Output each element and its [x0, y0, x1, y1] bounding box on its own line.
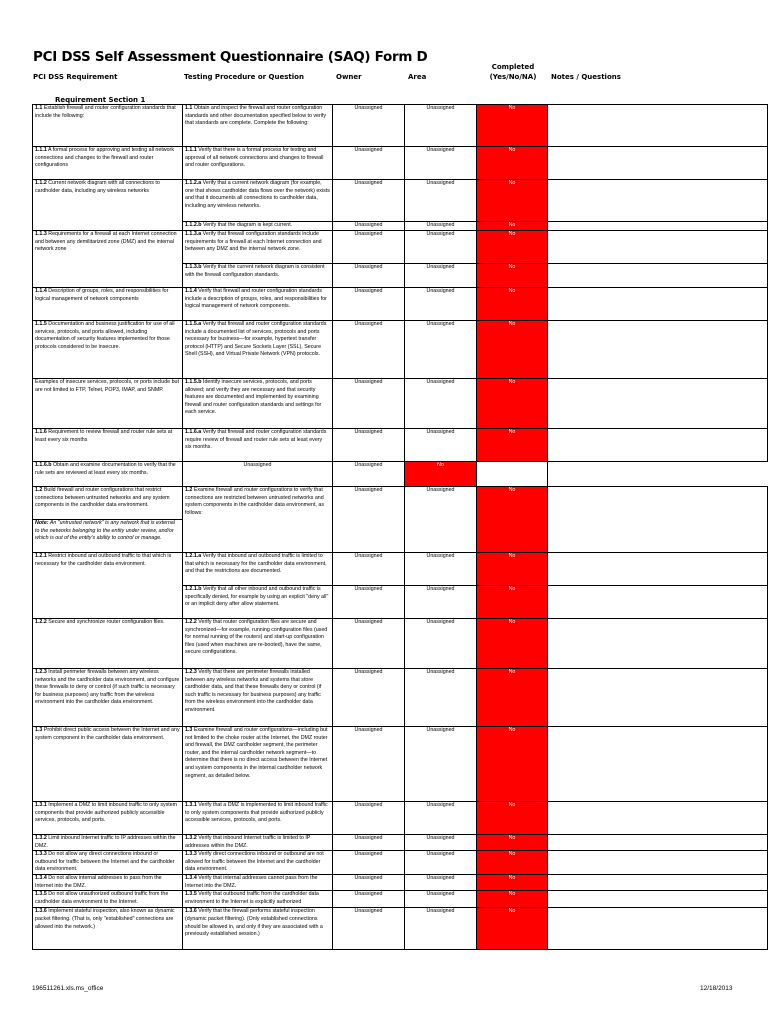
procedure-text: Verify that the diagram is kept current.: [201, 222, 293, 228]
owner-cell[interactable]: Unassigned: [333, 619, 405, 669]
testing-procedure-cell: [183, 802, 333, 835]
area-cell[interactable]: Unassigned: [405, 487, 477, 553]
requirement-text: Implement stateful inspection, also known as dynamic packet filtering. (That is, only "established" connections are allowed into the network.): [35, 908, 175, 930]
requirement-id: 1.2.2: [35, 619, 47, 625]
testing-procedure-cell: [183, 288, 333, 321]
procedure-id: 1.1.6.b: [35, 462, 52, 468]
requirement-text: Examples of insecure services, protocols, or ports include but are not limited to FTP, Telnet, POP3, IMAP, and SNMP.: [35, 379, 179, 393]
procedure-text: Verify that firewall and router configuration standards include a description of groups, roles, and responsibilities for logical management of network components.: [185, 288, 327, 310]
requirement-text: Build firewall and router configurations that restrict connections between untrusted networks and any system components in the cardholder data environment.: [35, 487, 170, 509]
procedure-text: Verify that firewall configuration standards include requirements for a firewall at each Internet connection and between any DMZ and the internal network zone.: [185, 231, 322, 253]
area-cell[interactable]: Unassigned: [405, 669, 477, 727]
notes-cell[interactable]: [548, 619, 768, 669]
testing-procedure-cell: [183, 891, 333, 908]
header-area: Area: [408, 73, 427, 81]
requirement-id: 1.3.6: [35, 908, 47, 915]
requirement-id: 1.3.2: [35, 835, 47, 841]
owner-cell[interactable]: Unassigned: [333, 321, 405, 379]
requirement-text: Current network diagram with all connections to cardholder data, including any wireless networks: [35, 180, 160, 194]
area-cell[interactable]: Unassigned: [405, 619, 477, 669]
requirement-cell: [33, 379, 183, 429]
area-cell[interactable]: Unassigned: [405, 835, 477, 851]
area-cell[interactable]: Unassigned: [405, 429, 477, 462]
footer-filename: 196511261.xls.ms_office: [32, 985, 104, 992]
table-row: [33, 553, 768, 586]
owner-cell[interactable]: Unassigned: [333, 180, 405, 222]
table-row: [33, 105, 768, 147]
header-owner: Owner: [336, 73, 362, 81]
requirement-cell: [33, 908, 183, 950]
footer-date: 12/18/2013: [700, 985, 733, 992]
table-row: [33, 835, 768, 851]
requirement-id: 1.3: [35, 727, 43, 733]
procedure-text: Obtain and examine documentation to verify that the rule sets are reviewed at least every six months.: [35, 462, 176, 476]
area-cell[interactable]: Unassigned: [405, 264, 477, 288]
requirement-id: 1.3.5: [35, 891, 47, 898]
area-cell[interactable]: Unassigned: [405, 908, 477, 950]
requirement-cell: [33, 727, 183, 802]
requirement-text: Establish firewall and router configuration standards that include the following:: [35, 105, 176, 119]
testing-procedure-cell: [183, 231, 333, 264]
testing-procedure-cell: [183, 180, 333, 222]
procedure-text: Verify that inbound Internet traffic is limited to IP addresses within the DMZ.: [185, 835, 311, 849]
area-cell[interactable]: Unassigned: [405, 231, 477, 264]
owner-cell[interactable]: Unassigned: [333, 264, 405, 288]
completed-status-cell[interactable]: No: [477, 908, 548, 950]
requirement-cell: [33, 553, 183, 619]
procedure-text: Obtain and inspect the firewall and router configuration standards and other documentation specified below to verify that standards are complete. Complete the following:: [185, 105, 327, 127]
completed-status-cell[interactable]: No: [477, 180, 548, 222]
owner-cell[interactable]: Unassigned: [333, 802, 405, 835]
procedure-text: Verify that there are perimeter firewalls installed between any wireless networks and systems that store cardholder data, and that these firewalls deny or control (if such traffic is necessary for business purposes) any traffic from the wireless environment into the cardholder data environment.: [185, 669, 322, 713]
header-completed: [478, 63, 548, 81]
area-cell[interactable]: Unassigned: [405, 727, 477, 802]
testing-procedure-cell: [183, 222, 333, 231]
completed-status-cell[interactable]: No: [477, 835, 548, 851]
requirement-cell: [33, 875, 183, 891]
header-testing-procedure: Testing Procedure or Question: [184, 73, 304, 81]
owner-cell[interactable]: Unassigned: [333, 875, 405, 891]
notes-cell[interactable]: [548, 553, 768, 586]
area-cell[interactable]: Unassigned: [405, 222, 477, 231]
procedure-text: Verify that the firewall performs stateful inspection (dynamic packet filtering). (Only established connections should be allowed in, and only if they are associated with a previously established session.): [185, 908, 323, 938]
owner-cell[interactable]: Unassigned: [333, 891, 405, 908]
table-row: [33, 147, 768, 180]
section-title: Requirement Section 1: [55, 96, 146, 104]
procedure-id: 1.3.1: [185, 802, 197, 808]
procedure-text: Verify that firewall and router configuration standards include a documented list of services, protocols and ports necessary for business—for example, hypertext transfer protocol (HTTP) and Secure Sockets Layer (SSL), Secure Shell (SSH), and Virtual Private Network (VPN) protocols.: [185, 321, 327, 358]
procedure-text: Verify that outbound traffic from the cardholder data environment to the Internet is explicitly authorized: [185, 891, 319, 905]
owner-cell[interactable]: Unassigned: [333, 379, 405, 429]
notes-cell[interactable]: [548, 891, 768, 908]
testing-procedure-cell: [183, 321, 333, 379]
procedure-id: 1.1.6.a: [185, 429, 202, 435]
completed-status-cell[interactable]: No: [477, 851, 548, 875]
procedure-text: Verify that a current network diagram (for example, one that shows cardholder data flows over the network) exists and that it documents all connections to cardholder data, including any wireless networks.: [185, 180, 330, 209]
procedure-text: Verify direct connections inbound or outbound are not allowed for traffic between the Internet and the cardholder data environment.: [185, 851, 324, 873]
notes-cell[interactable]: [548, 669, 768, 727]
testing-procedure-cell: [183, 669, 333, 727]
procedure-id: 1.3.2: [185, 835, 197, 841]
testing-procedure-cell: [183, 727, 333, 802]
table-row: [33, 462, 768, 487]
requirement-text: Do not allow internal addresses to pass from the Internet into the DMZ.: [35, 875, 162, 889]
table-row: [33, 288, 768, 321]
owner-cell[interactable]: Unassigned: [333, 669, 405, 727]
completed-status-cell[interactable]: No: [477, 727, 548, 802]
table-row: [33, 231, 768, 264]
procedure-id: 1.2.1.a: [185, 553, 202, 559]
completed-status-cell[interactable]: No: [477, 321, 548, 379]
completed-status-cell[interactable]: No: [477, 802, 548, 835]
area-cell[interactable]: Unassigned: [405, 875, 477, 891]
requirement-text: Implement a DMZ to limit inbound traffic to only system components that provide authorized publicly accessible services, protocols, and ports.: [35, 802, 178, 824]
area-cell[interactable]: Unassigned: [405, 379, 477, 429]
testing-procedure-cell: [183, 429, 333, 462]
procedure-id: 1.1: [185, 105, 193, 111]
requirement-id: 1.3.4: [35, 875, 47, 882]
table-row: [33, 487, 768, 520]
notes-cell[interactable]: [548, 851, 768, 875]
procedure-id: 1.2: [185, 487, 193, 493]
requirement-text: Description of groups, roles, and responsibilities for logical management of network components: [35, 288, 169, 302]
procedure-text: Verify that internal addresses cannot pass from the Internet into the DMZ.: [185, 875, 318, 889]
completed-status-cell[interactable]: No: [477, 288, 548, 321]
requirement-text: Secure and synchronize router configuration files.: [46, 619, 165, 625]
area-cell[interactable]: Unassigned: [405, 321, 477, 379]
area-cell[interactable]: Unassigned: [405, 851, 477, 875]
testing-procedure-cell: [183, 553, 333, 586]
procedure-text: Examine firewall and router configurations to verify that connections are restricted between untrusted networks and system components in the cardholder data environment, as follows:: [185, 487, 324, 516]
procedure-text: Verify that router configuration files are secure and synchronized—for example, running configuration files (used for normal running of the routers) and start-up configuration files (used when machines are re-booted), have the same, secure configurations.: [185, 619, 328, 656]
area-cell[interactable]: Unassigned: [405, 553, 477, 586]
requirement-note-cell: [33, 520, 183, 553]
testing-procedure-cell: [183, 835, 333, 851]
owner-cell[interactable]: Unassigned: [333, 487, 405, 553]
table-row: [33, 891, 768, 908]
procedure-id: 1.3: [185, 727, 193, 733]
table-row: [33, 180, 768, 222]
header-completed-line1: Completed: [491, 63, 535, 71]
requirement-text: Do not allow unauthorized outbound traffic from the cardholder data environment to the Internet.: [35, 891, 169, 905]
area-cell[interactable]: Unassigned: [405, 586, 477, 619]
requirement-id: 1.3.3: [35, 851, 47, 858]
table-row: [33, 429, 768, 462]
requirement-cell: [33, 802, 183, 835]
owner-cell[interactable]: Unassigned: [333, 222, 405, 231]
procedure-id: 1.2.1.b: [185, 586, 202, 592]
requirement-cell: [33, 321, 183, 379]
notes-cell[interactable]: [548, 835, 768, 851]
requirement-text: A formal process for approving and testing all network connections and changes to the firewall and router configurations: [35, 147, 174, 169]
requirement-cell: [33, 231, 183, 288]
notes-cell[interactable]: [548, 105, 768, 147]
procedure-text: Verify that there is a formal process for testing and approval of all network connections and changes to firewall and router configurations.: [185, 147, 324, 169]
table-row: [33, 619, 768, 669]
notes-cell[interactable]: [477, 462, 548, 487]
requirement-text: Install perimeter firewalls between any wireless networks and the cardholder data environment, and configure these firewalls to deny or control (if such traffic is necessary for business purposes) any traffic from the wireless environment into the cardholder data environment.: [35, 669, 180, 706]
owner-cell[interactable]: Unassigned: [333, 851, 405, 875]
requirement-cell: [33, 180, 183, 231]
owner-cell[interactable]: Unassigned: [333, 553, 405, 586]
testing-procedure-cell: [183, 105, 333, 147]
completed-status-cell[interactable]: No: [405, 462, 477, 487]
saq-table-body: [33, 105, 768, 950]
notes-cell[interactable]: [548, 586, 768, 619]
requirement-cell: [33, 429, 183, 462]
procedure-id: 1.3.6: [185, 908, 197, 915]
requirement-text: Restrict inbound and outbound traffic to that which is necessary for the cardholder data environment.: [35, 553, 172, 567]
requirement-text: Requirement to review firewall and router rule sets at least every six months: [35, 429, 173, 443]
notes-cell[interactable]: [548, 222, 768, 231]
procedure-id: 1.2.2: [185, 619, 197, 625]
completed-status-cell[interactable]: No: [477, 429, 548, 462]
table-row: [33, 908, 768, 950]
procedure-id: 1.2.3: [185, 669, 197, 675]
completed-status-cell[interactable]: No: [477, 875, 548, 891]
requirement-text: Documentation and business justification for use of all services, protocols, and ports allowed, including documentation of security features implemented for those protocols considered to be insecure.: [35, 321, 175, 350]
area-cell[interactable]: Unassigned: [405, 105, 477, 147]
area-cell[interactable]: Unassigned: [405, 147, 477, 180]
completed-status-cell[interactable]: No: [477, 669, 548, 727]
area-cell[interactable]: Unassigned: [405, 891, 477, 908]
testing-procedure-cell: [183, 264, 333, 288]
completed-status-cell[interactable]: No: [477, 586, 548, 619]
owner-cell[interactable]: Unassigned: [333, 147, 405, 180]
requirement-id: 1.2.1: [35, 553, 47, 559]
procedure-id: 1.1.1: [185, 147, 197, 153]
procedure-id: 1.3.4: [185, 875, 197, 882]
table-row: [33, 802, 768, 835]
procedure-id: 1.1.2.a: [185, 180, 202, 186]
requirement-text: Requirements for a firewall at each Internet connection and between any demilitarized zone (DMZ) and the internal network zone: [35, 231, 177, 253]
completed-status-cell[interactable]: No: [477, 553, 548, 586]
notes-cell[interactable]: [548, 264, 768, 288]
requirement-text: Do not allow any direct connections inbound or outbound for traffic between the Internet and the cardholder data environment.: [35, 851, 175, 873]
requirement-id: 1.2: [35, 487, 43, 493]
requirement-text: Prohibit direct public access between the Internet and any system component in the cardholder data environment.: [35, 727, 180, 741]
header-requirement: PCI DSS Requirement: [33, 73, 118, 81]
owner-cell[interactable]: Unassigned: [333, 908, 405, 950]
procedure-text: Identify insecure services, protocols, and ports allowed; and verify they are necessary and that security features are documented and implemented by examining firewall and router configuration standards and settings for each service.: [185, 379, 322, 416]
notes-cell[interactable]: [548, 875, 768, 891]
procedure-id: 1.1.2.b: [185, 222, 202, 228]
requirement-cell: [33, 105, 183, 147]
area-cell[interactable]: Unassigned: [405, 180, 477, 222]
testing-procedure-cell: [33, 462, 183, 487]
table-row: [33, 669, 768, 727]
notes-cell[interactable]: [548, 231, 768, 264]
header-completed-line2: (Yes/No/NA): [489, 73, 537, 81]
table-row: [33, 851, 768, 875]
note-text: An "untrusted network" is any network that is external to the networks belonging to the entity under review, and/or which is out of the entity's ability to control or manage.: [35, 520, 175, 542]
requirement-cell: [33, 669, 183, 727]
completed-status-cell[interactable]: No: [477, 487, 548, 553]
completed-status-cell[interactable]: No: [477, 105, 548, 147]
saq-table: [32, 104, 768, 950]
requirement-text: Limit inbound Internet traffic to IP addresses within the DMZ.: [35, 835, 176, 849]
requirement-id: 1.1.1: [35, 147, 47, 153]
procedure-text: Verify that a DMZ is implemented to limit inbound traffic to only system components that provide authorized publicly accessible services, protocols, and ports.: [185, 802, 328, 824]
completed-status-cell[interactable]: No: [477, 147, 548, 180]
requirement-id: 1.1.6: [35, 429, 47, 435]
area-cell[interactable]: Unassigned: [333, 462, 405, 487]
table-row: [33, 875, 768, 891]
requirement-id: 1.1.4: [35, 288, 47, 294]
procedure-text: Verify that firewall and router configuration standards require review of firewall and router rule sets at least every six months.: [185, 429, 327, 451]
procedure-text: Examine firewall and router configurations—including but not limited to the choke router at the Internet, the DMZ router and firewall, the DMZ cardholder segment, the perimeter router, and the internal cardholder network segment—to determine that there is no direct access between the Internet and system components in the internal cardholder network segment, as detailed below.: [185, 727, 328, 779]
note-label: Note:: [35, 520, 49, 526]
notes-cell[interactable]: [548, 908, 768, 950]
notes-cell[interactable]: [548, 802, 768, 835]
table-row: [33, 379, 768, 429]
testing-procedure-cell: [183, 619, 333, 669]
owner-cell[interactable]: Unassigned: [333, 429, 405, 462]
testing-procedure-cell: [183, 908, 333, 950]
testing-procedure-cell: [183, 147, 333, 180]
owner-cell[interactable]: Unassigned: [333, 288, 405, 321]
completed-status-cell[interactable]: No: [477, 264, 548, 288]
testing-procedure-cell: [183, 487, 333, 553]
completed-status-cell[interactable]: No: [477, 231, 548, 264]
procedure-id: 1.1.5.a: [185, 321, 202, 327]
table-row: [33, 321, 768, 379]
requirement-cell: [33, 487, 183, 520]
procedure-id: 1.1.5.b: [185, 379, 202, 385]
requirement-cell: [33, 891, 183, 908]
requirement-cell: [33, 288, 183, 321]
procedure-id: 1.3.5: [185, 891, 197, 898]
notes-cell[interactable]: [548, 727, 768, 802]
testing-procedure-cell: [183, 586, 333, 619]
header-notes: Notes / Questions: [551, 73, 621, 81]
completed-status-cell[interactable]: No: [477, 619, 548, 669]
requirement-cell: [33, 619, 183, 669]
area-cell[interactable]: Unassigned: [405, 288, 477, 321]
procedure-id: 1.1.3.a: [185, 231, 202, 237]
notes-cell[interactable]: [548, 147, 768, 180]
notes-cell[interactable]: [548, 487, 768, 553]
owner-cell[interactable]: Unassigned: [333, 231, 405, 264]
procedure-text: Verify that inbound and outbound traffic is limited to that which is necessary for the cardholder data environment, and that the restrictions are documented.: [185, 553, 327, 575]
requirement-cell: [33, 147, 183, 180]
owner-cell[interactable]: Unassigned: [333, 105, 405, 147]
owner-cell[interactable]: Unassigned: [333, 586, 405, 619]
procedure-id: 1.1.3.b: [185, 264, 202, 270]
area-cell[interactable]: Unassigned: [405, 802, 477, 835]
procedure-id: 1.1.4: [185, 288, 197, 294]
procedure-id: 1.3.3: [185, 851, 197, 858]
testing-procedure-cell: [183, 379, 333, 429]
requirement-cell: [33, 851, 183, 875]
completed-status-cell[interactable]: No: [477, 891, 548, 908]
requirement-id: 1.3.1: [35, 802, 47, 808]
notes-cell[interactable]: [548, 321, 768, 379]
requirement-id: 1.1.5: [35, 321, 47, 327]
requirement-id: 1.2.3: [35, 669, 47, 675]
requirement-id: 1.1.3: [35, 231, 47, 237]
testing-procedure-cell: [183, 851, 333, 875]
notes-cell[interactable]: [548, 288, 768, 321]
owner-cell[interactable]: Unassigned: [333, 835, 405, 851]
notes-cell[interactable]: [548, 180, 768, 222]
testing-procedure-cell: [183, 875, 333, 891]
requirement-id: 1.1.2: [35, 180, 47, 186]
completed-status-cell[interactable]: No: [477, 222, 548, 231]
owner-cell[interactable]: Unassigned: [333, 727, 405, 802]
table-row: [33, 727, 768, 802]
procedure-text: Verify that all other inbound and outbound traffic is specifically denied, for example by using an explicit "deny all" or an implicit deny after allow statement.: [185, 586, 329, 608]
notes-cell[interactable]: [548, 429, 768, 462]
requirement-id: 1.1: [35, 105, 43, 111]
requirement-cell: [33, 835, 183, 851]
completed-status-cell[interactable]: No: [477, 379, 548, 429]
page-title: PCI DSS Self Assessment Questionnaire (SAQ) Form D: [33, 49, 428, 65]
owner-cell[interactable]: Unassigned: [183, 462, 333, 487]
procedure-text: Verify that the current network diagram is consistent with the firewall configuration standards.: [185, 264, 325, 278]
notes-cell[interactable]: [548, 379, 768, 429]
